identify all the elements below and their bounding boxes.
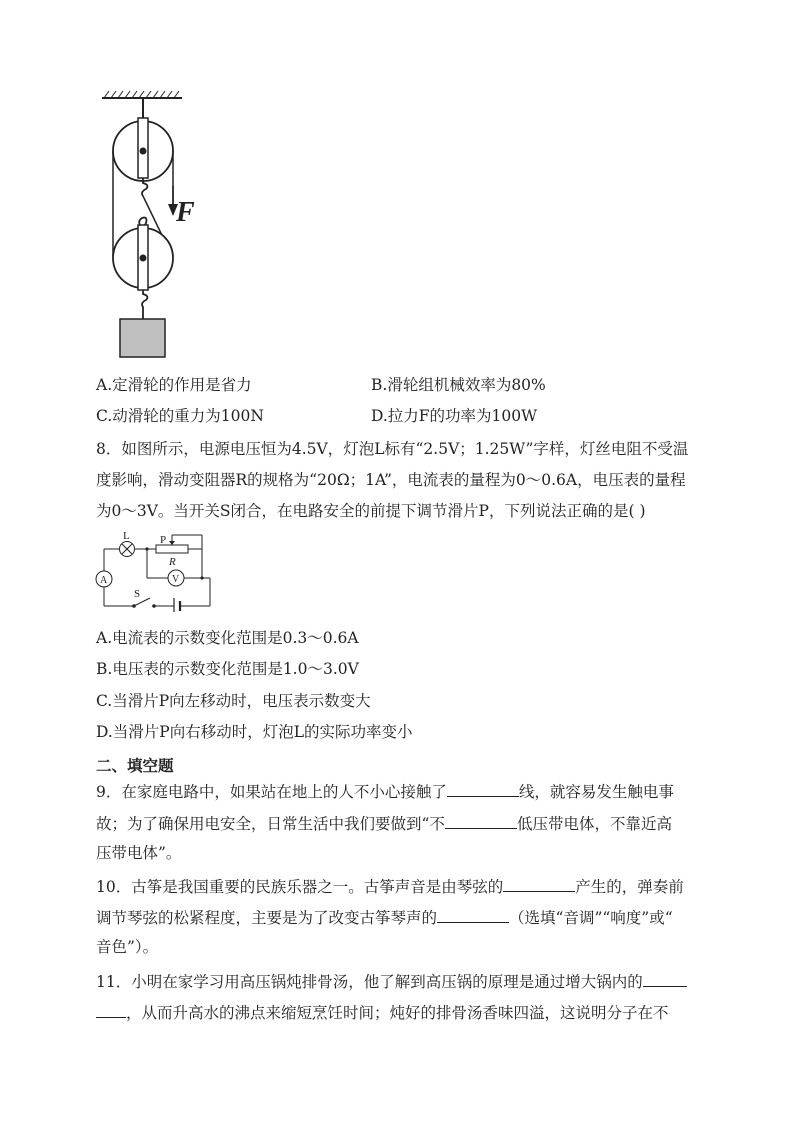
q9-blank-2[interactable] bbox=[445, 812, 517, 829]
q9-line1: 9．在家庭电路中，如果站在地上的人不小心接触了 线，就容易发生触电事 bbox=[96, 780, 674, 802]
force-label: F bbox=[176, 197, 195, 228]
q8-option-c[interactable]: C.当滑片P向左移动时，电压表示数变大 bbox=[96, 692, 371, 710]
q8-text-line1: 8．如图所示，电源电压恒为4.5V，灯泡L标有“2.5V；1.25W”字样，灯丝电阻不受温 bbox=[96, 440, 689, 458]
q9-blank-1[interactable] bbox=[447, 780, 519, 797]
q7-option-b[interactable]: B.滑轮组机械效率为80% bbox=[371, 376, 546, 394]
q8-option-d[interactable]: D.当滑片P向右移动时，灯泡L的实际功率变小 bbox=[96, 723, 413, 741]
voltmeter-label: V bbox=[172, 574, 180, 585]
q10-line3: 音色”）。 bbox=[96, 938, 159, 956]
lamp-label: L bbox=[123, 530, 130, 542]
q8-option-a[interactable]: A.电流表的示数变化范围是0.3～0.6A bbox=[96, 629, 359, 647]
q10-blank-1[interactable] bbox=[503, 875, 575, 892]
switch-label: S bbox=[134, 588, 141, 600]
section-title: 二、填空题 bbox=[96, 757, 174, 775]
q11-blank-1b[interactable] bbox=[96, 1001, 126, 1018]
circuit-diagram bbox=[92, 528, 222, 612]
q7-option-d[interactable]: D.拉力F的功率为100W bbox=[371, 407, 538, 425]
slider-label: P bbox=[160, 534, 167, 546]
q8-option-b[interactable]: B.电压表的示数变化范围是1.0～3.0V bbox=[96, 660, 359, 678]
ammeter-label: A bbox=[100, 575, 108, 586]
q11-line1: 11．小明在家学习用高压锅炖排骨汤，他了解到高压锅的原理是通过增大锅内的 bbox=[96, 970, 687, 992]
q7-option-c[interactable]: C.动滑轮的重力为100N bbox=[96, 407, 264, 425]
q9-line3: 压带电体”。 bbox=[96, 844, 182, 862]
q8-text-line3: 为0～3V。当开关S闭合，在电路安全的前提下调节滑片P，下列说法正确的是( ) bbox=[96, 502, 646, 520]
q8-text-line2: 度影响，滑动变阻器R的规格为“20Ω；1A”，电流表的量程为0～0.6A，电压表的量程 bbox=[96, 471, 686, 489]
q11-blank-1a[interactable] bbox=[643, 970, 687, 987]
q10-line1: 10．古筝是我国重要的民族乐器之一。古筝声音是由琴弦的 产生的，弹奏前 bbox=[96, 875, 684, 897]
rheostat-label: R bbox=[169, 556, 176, 568]
q10-line2: 调节琴弦的松紧程度，主要是为了改变古筝琴声的 （选填“音调”“响度”或“ bbox=[96, 906, 673, 928]
q9-line2: 故；为了确保用电安全，日常生活中我们要做到“不 低压带电体，不靠近高 bbox=[96, 812, 672, 834]
q11-line2: ，从而升高水的沸点来缩短烹饪时间；炖好的排骨汤香味四溢，这说明分子在不 bbox=[96, 1001, 669, 1023]
pulley-diagram bbox=[96, 88, 216, 364]
q10-blank-2[interactable] bbox=[437, 906, 509, 923]
q7-option-a[interactable]: A.定滑轮的作用是省力 bbox=[96, 376, 252, 394]
